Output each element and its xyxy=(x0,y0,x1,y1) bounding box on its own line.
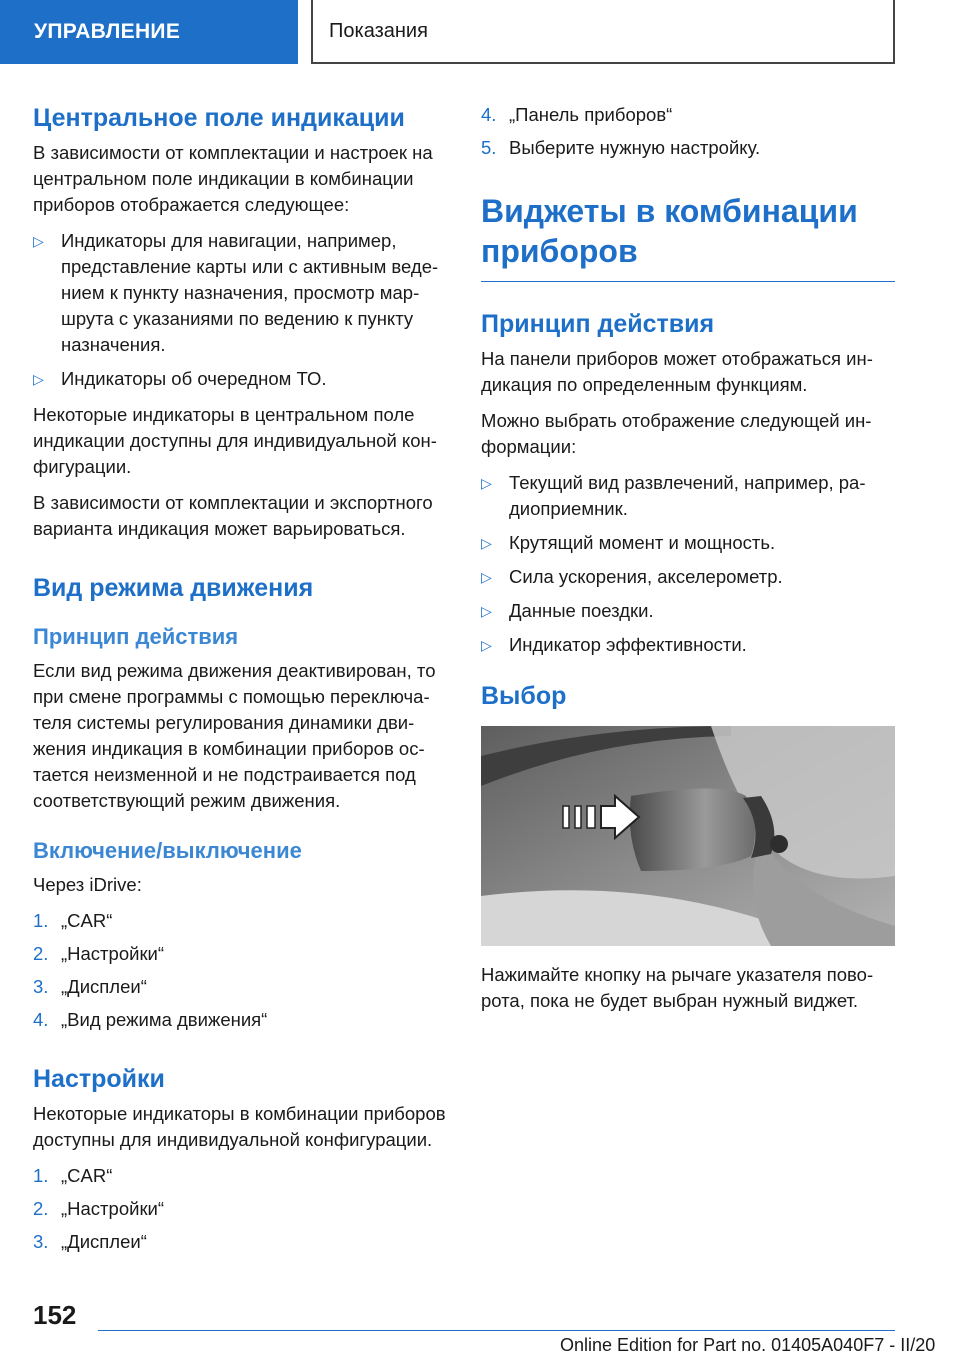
widgets-options-intro: Можно выбрать отображение следующей информации: xyxy=(481,410,872,457)
footer-divider xyxy=(98,1330,895,1331)
list-item: 2. „Настройки“ xyxy=(33,943,165,964)
list-item: 1. „CAR“ xyxy=(33,1165,113,1186)
section-label: УПРАВЛЕНИЕ xyxy=(34,20,181,43)
widgets-principle-text: На панели приборов может отображаться индикация по определенным функциям. xyxy=(481,348,873,395)
edition-note: Online Edition for Part no. 01405A040F7 - II/20 xyxy=(560,1335,936,1355)
drive-mode-principle-heading: Принцип действия xyxy=(33,624,239,649)
list-item: 2. „Настройки“ xyxy=(33,1198,165,1219)
triangle-bullet-icon: ▷ xyxy=(33,233,44,249)
list-item: ▷ Сила ускорения, акселерометр. xyxy=(481,564,895,590)
widgets-principle-heading: Принцип действия xyxy=(481,310,715,338)
triangle-bullet-icon: ▷ xyxy=(481,603,492,619)
left-column xyxy=(33,102,447,1265)
turn-signal-lever-photo xyxy=(481,726,895,946)
list-item: ▷ Данные поездки. xyxy=(481,598,895,624)
list-item: ▷ Индикаторы для навигации, например, представление карты или с активным ведением к пункту назначения, просмотр маршрута с указаниями по ведению к пункту назначения. xyxy=(33,230,439,355)
drive-mode-heading: Вид режима движения xyxy=(33,574,314,602)
central-field-variant-note: В зависимости от комплектации и экспортного варианта индикация может варьироваться. xyxy=(33,492,433,539)
list-item: ▷ Текущий вид развлечений, например, радиоприемник. xyxy=(481,472,866,519)
heading-divider xyxy=(481,281,895,282)
chapter-header xyxy=(311,0,895,64)
settings-steps xyxy=(33,1163,447,1255)
central-field-config-note: Некоторые индикаторы в центральном поле индикации доступны для индивидуальной конфигурации. xyxy=(33,404,437,477)
right-column xyxy=(481,102,895,1024)
list-item: ▷ Индикатор эффективности. xyxy=(481,632,895,658)
selection-heading: Выбор xyxy=(481,682,567,710)
central-field-bullets xyxy=(33,228,447,392)
settings-steps-continued xyxy=(481,102,895,161)
on-off-text: Через iDrive: xyxy=(33,874,142,895)
page-number: 152 xyxy=(33,1300,77,1330)
triangle-bullet-icon: ▷ xyxy=(481,475,492,491)
central-field-intro: В зависимости от комплектации и настроек на центральном поле индикации в комбинации приборов отображается следующее: xyxy=(33,142,433,215)
triangle-bullet-icon: ▷ xyxy=(481,569,492,585)
settings-text: Некоторые индикаторы в комбинации приборов доступны для индивидуальной конфигурации. xyxy=(33,1103,446,1150)
triangle-bullet-icon: ▷ xyxy=(481,535,492,551)
selection-text: Нажимайте кнопку на рычаге указателя поворота, пока не будет выбран нужный виджет. xyxy=(481,964,874,1011)
list-item: 3. „Дисплеи“ xyxy=(33,1231,147,1252)
widgets-heading: Виджеты в комбинации приборов xyxy=(481,193,858,269)
on-off-steps xyxy=(33,908,447,1033)
triangle-bullet-icon: ▷ xyxy=(33,371,44,387)
triangle-bullet-icon: ▷ xyxy=(481,637,492,653)
list-item: ▷ Крутящий момент и мощность. xyxy=(481,530,895,556)
section-tab xyxy=(0,0,298,64)
list-item: 4. „Панель приборов“ xyxy=(481,104,673,125)
on-off-heading: Включение/выключение xyxy=(33,838,302,863)
central-field-heading: Центральное поле индикации xyxy=(33,104,405,132)
list-item: 4. „Вид режима движения“ xyxy=(33,1009,268,1030)
drive-mode-principle-text: Если вид режима движения деактивирован, то при смене программы с помощью переключателя системы регулирования динамики движения индикация в комбинации приборов остается неизменной и не подстраивается под соответствующий режим движения. xyxy=(33,660,436,811)
chapter-label: Показания xyxy=(329,19,428,42)
widget-options-list xyxy=(481,470,895,658)
list-item: 1. „CAR“ xyxy=(33,910,113,931)
list-item: ▷ Индикаторы об очередном ТО. xyxy=(33,366,447,392)
list-item: 3. „Дисплеи“ xyxy=(33,976,147,997)
list-item: 5. Выберите нужную настройку. xyxy=(481,137,761,158)
settings-heading: Настройки xyxy=(33,1065,165,1093)
